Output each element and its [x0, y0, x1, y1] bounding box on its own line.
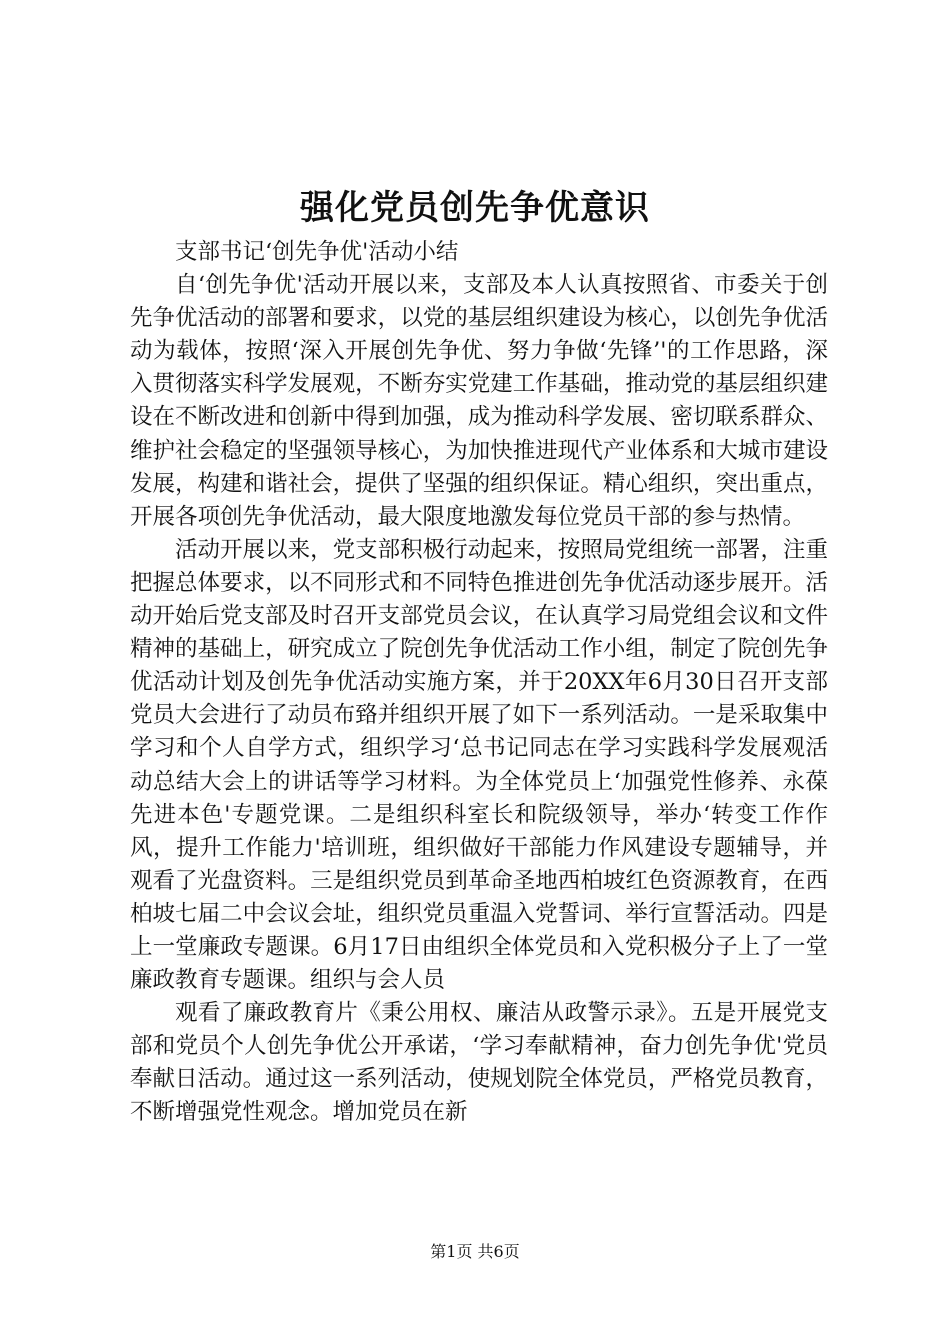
paragraph: 自‘创先争优'活动开展以来，支部及本人认真按照省、市委关于创先争优活动的部署和要求，以党的基层组织建设为核心，以创先争优活动为载体，按照‘深入开展创先争优、努力争做‘先锋’'的工作思路，深入贯彻落实科学发展观，不断夯实党建工作基础，推动党的基层组织建设在不断改进和创新中得到加强，成为推动科学发展、密切联系群众、维护社会稳定的坚强领导核心，为加快推进现代产业体系和大城市建设发展，构建和谐社会，提供了坚强的组织保证。精心组织，突出重点，开展各项创先争优活动，最大限度地激发每位党员干部的参与热情。 — [130, 272, 828, 530]
document-title: 强化党员创先争优意识 — [300, 188, 650, 228]
paragraph: 观看了廉政教育片《秉公用权、廉洁从政警示录》。五是开展党支部和党员个人创先争优公开承诺，‘学习奉献精神，奋力创先争优'党员奉献日活动。通过这一系列活动，使规划院全体党员，严格党员教育，不断增强党性观念。增加党员在新 — [130, 1000, 828, 1126]
paragraph: 活动开展以来，党支部积极行动起来，按照局党组统一部署，注重把握总体要求，以不同形式和不同特色推进创先争优活动逐步展开。活动开始后党支部及时召开支部党员会议，在认真学习局党组会议和文件精神的基础上，研究成立了院创先争优活动工作小组，制定了院创先争优活动计划及创先争优活动实施方案，并于20XX年6月30日召开支部党员大会进行了动员布臵并组织开展了如下一系列活动。一是采取集中学习和个人自学方式，组织学习‘总书记同志在学习实践科学发展观活动总结大会上的讲话等学习材料。为全体党员上‘加强党性修养、永葆先进本色'专题党课。二是组织科室长和院级领导，举办‘转变工作作风，提升工作能力'培训班，组织做好干部能力作风建设专题辅导，并观看了光盘资料。三是组织党员到革命圣地西柏坡红色资源教育，在西柏坡七届二中会议会址，组织党员重温入党誓词、举行宣誓活动。四是上一堂廉政专题课。6月17日由组织全体党员和入党积极分子上了一堂廉政教育专题课。组织与会人员 — [130, 536, 828, 994]
page-footer: 第1页 共6页 — [430, 1242, 520, 1261]
document-body — [130, 236, 828, 1130]
paragraph-subtitle: 支部书记‘创先争优'活动小结 — [175, 239, 459, 265]
